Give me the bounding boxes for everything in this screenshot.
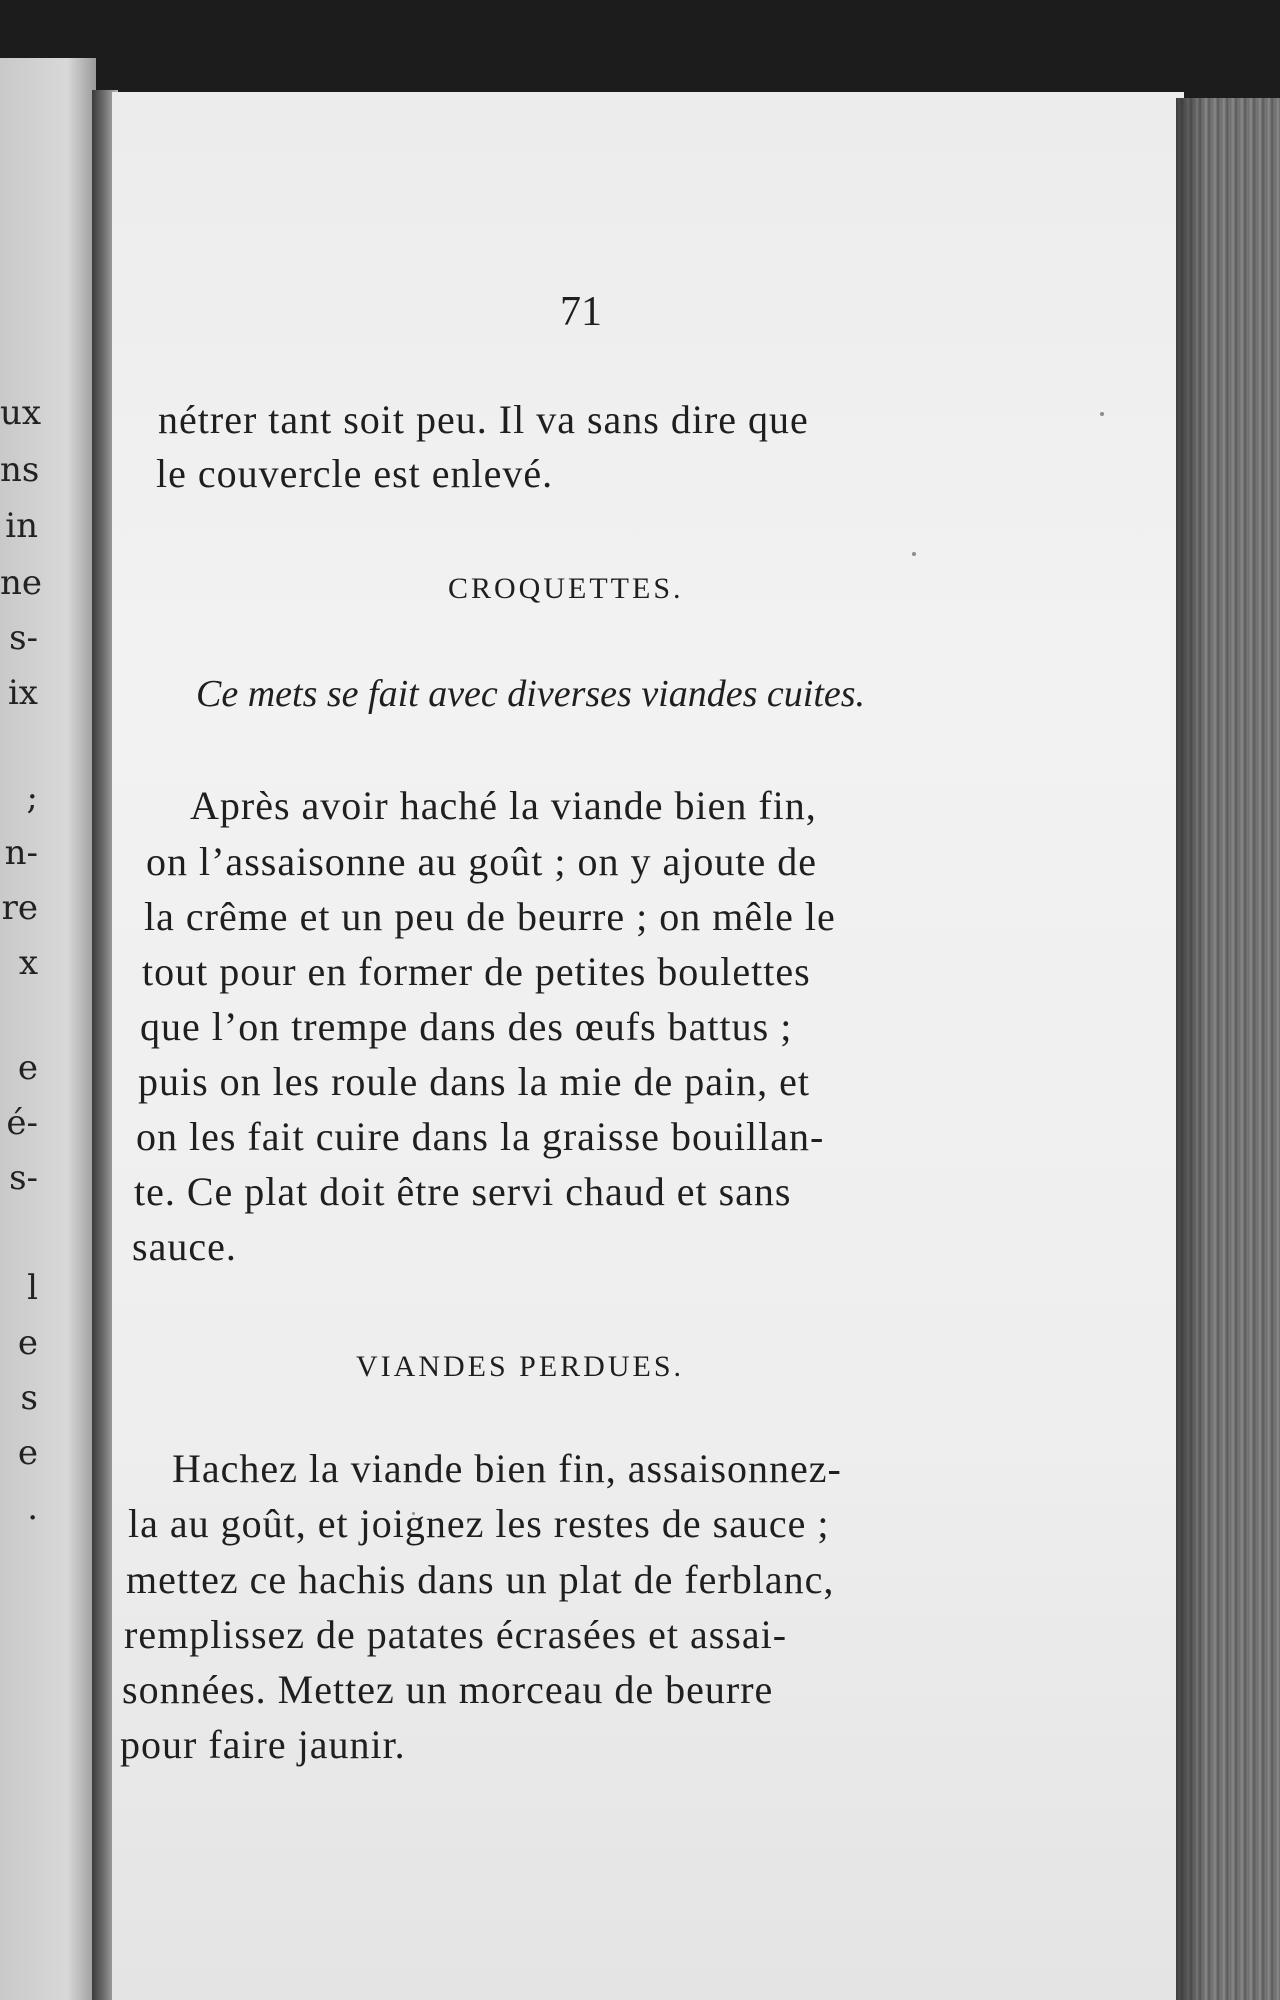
- paragraph-line: mettez ce hachis dans un plat de ferblanc,: [126, 1557, 835, 1602]
- paragraph-line: la au goût, et joignez les restes de sauce ;: [128, 1501, 830, 1546]
- section-heading-croquettes: CROQUETTES.: [448, 572, 684, 605]
- paragraph-line: Après avoir haché la viande bien fin,: [190, 783, 817, 828]
- left-fragment: n-: [4, 833, 38, 873]
- left-fragment: re: [1, 888, 38, 928]
- section-heading-viandes-perdues: VIANDES PERDUES.: [356, 1350, 685, 1383]
- paragraph-line: remplissez de patates écrasées et assai-: [124, 1612, 788, 1657]
- left-fragment: s: [20, 1378, 38, 1418]
- paragraph-line: tout pour en former de petites boulettes: [142, 949, 811, 994]
- paragraph-line: on les fait cuire dans la graisse bouillan-: [136, 1114, 825, 1159]
- left-fragment: x: [18, 943, 38, 983]
- paragraph-line: que l’on trempe dans des œufs battus ;: [140, 1004, 793, 1049]
- paragraph-line: on l’assaisonne au goût ; on y ajoute de: [146, 839, 817, 884]
- left-fragment: e: [17, 1433, 38, 1473]
- left-fragment: l: [27, 1268, 38, 1308]
- paper-speck: [912, 552, 916, 556]
- paper-speck: [1100, 412, 1104, 416]
- left-fragment: .: [27, 1488, 38, 1528]
- paragraph-line: sauce.: [132, 1224, 237, 1269]
- book-edge-shadow: [1176, 98, 1206, 2000]
- paragraph-line: te. Ce plat doit être servi chaud et sans: [134, 1169, 792, 1214]
- left-fragment: in: [5, 506, 38, 546]
- page-number: 71: [560, 289, 602, 335]
- paragraph-line: puis on les roule dans la mie de pain, et: [138, 1059, 810, 1104]
- intro-line: le couvercle est enlevé.: [156, 451, 554, 496]
- left-fragment: e: [17, 1323, 38, 1363]
- left-fragment: ix: [7, 673, 38, 713]
- paragraph-line: sonnées. Mettez un morceau de beurre: [122, 1667, 774, 1712]
- paragraph-line: pour faire jaunir.: [120, 1722, 406, 1767]
- left-fragment: ;: [26, 778, 38, 818]
- paragraph-line: Hachez la viande bien fin, assaisonnez-: [172, 1446, 842, 1491]
- left-fragment: ns: [0, 450, 40, 490]
- paragraph-line: la crême et un peu de beurre ; on mêle le: [144, 894, 836, 939]
- section-subtitle: Ce mets se fait avec diverses viandes cuites.: [196, 673, 866, 715]
- left-fragment: s-: [9, 618, 38, 658]
- left-page-edge: [0, 58, 96, 2000]
- intro-line: nétrer tant soit peu. Il va sans dire que: [158, 397, 809, 442]
- left-fragment: ne: [0, 563, 43, 603]
- left-fragment: s-: [9, 1158, 38, 1198]
- left-fragment: e: [17, 1048, 38, 1088]
- left-fragment: é-: [6, 1103, 38, 1143]
- left-fragment: ux: [0, 393, 42, 433]
